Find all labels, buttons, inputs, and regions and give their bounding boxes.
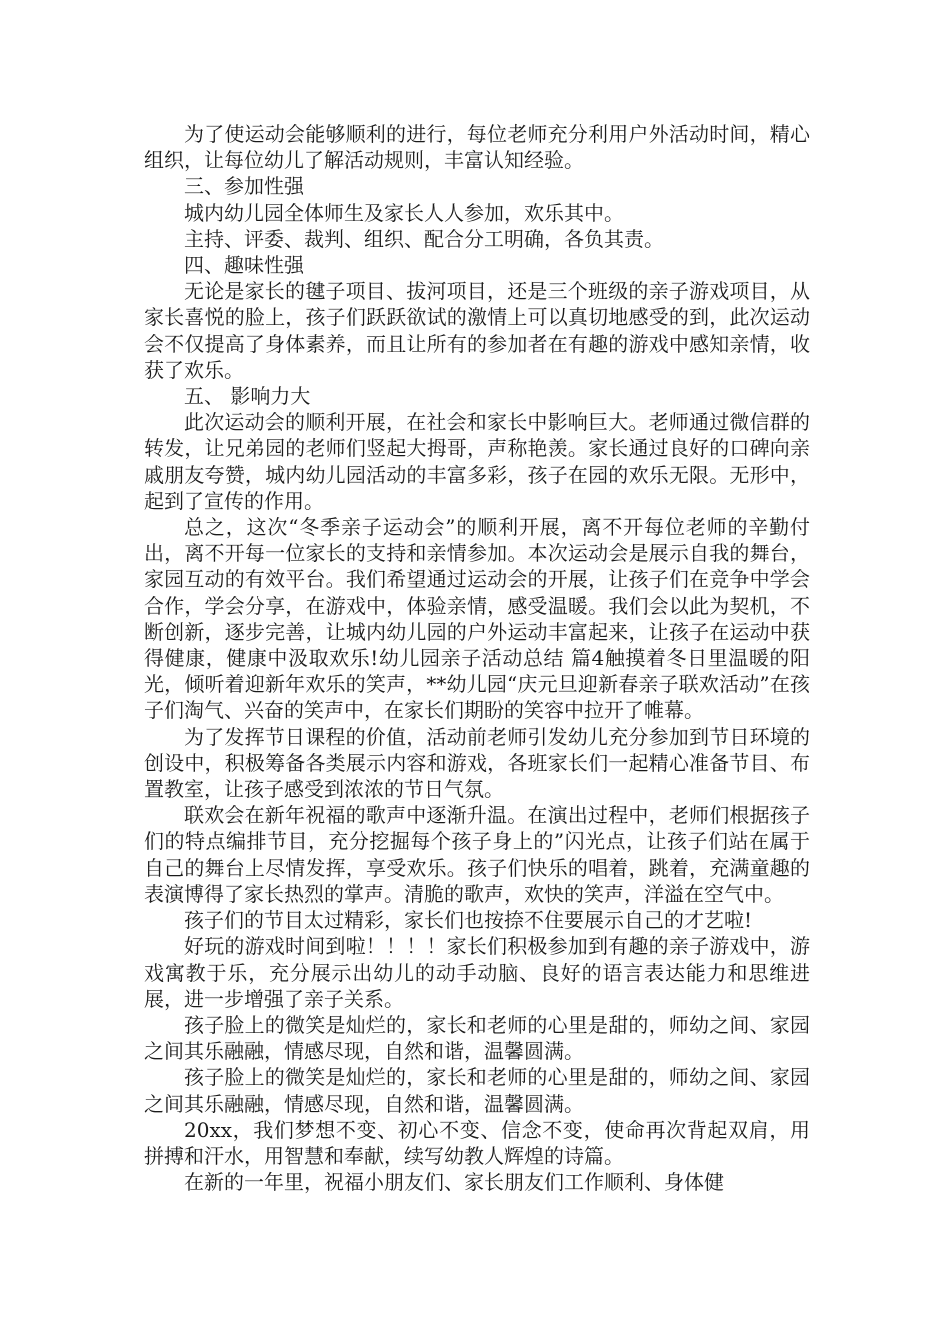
paragraph-party-performance: 联欢会在新年祝福的歌声中逐渐升温。在演出过程中，老师们根据孩子们的特点编排节目，充分挖掘每个孩子身上的”闪光点，让孩子们站在属于自己的舞台上尽情发挥，享受欢乐。孩子们快乐的唱着，跳着，充满童趣的表演博得了家长热烈的掌声。清脆的歌声，欢快的笑声，洋溢在空气中。 [144,803,810,906]
paragraph-game-time: 好玩的游戏时间到啦！！！！家长们积极参加到有趣的亲子游戏中，游戏寓教于乐，充分展示出幼儿的动手动脑、良好的语言表达能力和思维进展，进一步增强了亲子关系。 [144,934,810,1011]
heading-fun: 四、趣味性强 [184,253,304,278]
paragraph-mission: 20xx，我们梦想不变、初心不变、信念不变，使命再次背起双肩，用拼搏和汗水，用智慧和奉献，续写幼教人辉煌的诗篇。 [144,1117,810,1168]
paragraph-sports-preparation: 为了使运动会能够顺利的进行，每位老师充分利用户外活动时间，精心组织，让每位幼儿了解活动规则，丰富认知经验。 [144,122,810,173]
paragraph-influence: 此次运动会的顺利开展，在社会和家长中影响巨大。老师通过微信群的转发，让兄弟园的老师们竖起大拇哥，声称艳羡。家长通过良好的口碑向亲戚朋友夸赞，城内幼儿园活动的丰富多彩，孩子在园的欢乐无限。无形中，起到了宣传的作用。 [144,410,810,513]
paragraph-holiday-course: 为了发挥节日课程的价值，活动前老师引发幼儿充分参加到节日环境的创设中，积极筹备各类展示内容和游戏，各班家长们一起精心准备节目、布置教室，让孩子感受到浓浓的节日气氛。 [144,724,810,802]
paragraph-summary-and-new-year: 总之，这次“冬季亲子运动会”的顺利开展，离不开每位老师的辛勤付出，离不开每一位家长的支持和亲情参加。本次运动会是展示自我的舞台，家园互动的有效平台。我们希望通过运动会的开展，让孩子们在竞争中学会合作，学会分享，在游戏中，体验亲情，感受温暖。我们会以此为契机，不断创新，逐步完善，让城内幼儿园的户外运动丰富起来，让孩子在运动中获得健康，健康中汲取欢乐!幼儿园亲子活动总结 篇4触摸着冬日里温暖的阳光，倾听着迎新年欢乐的笑声，**幼儿园“庆元旦迎新春亲子联欢活动”在孩子们淘气、兴奋的笑声中，在家长们期盼的笑容中拉开了帷幕。 [144,515,810,723]
paragraph-smiles-2: 孩子脸上的微笑是灿烂的，家长和老师的心里是甜的，师幼之间、家园之间其乐融融，情感尽现，自然和谐，温馨圆满。 [144,1065,810,1116]
paragraph-fun-games: 无论是家长的毽子项目、拔河项目，还是三个班级的亲子游戏项目，从家长喜悦的脸上，孩子们跃跃欲试的激情上可以真切地感受的到，此次运动会不仅提高了身体素养，而且让所有的参加者在有趣的游戏中感知亲情，收获了欢乐。 [144,279,810,382]
paragraph-division-of-labor: 主持、评委、裁判、组织、配合分工明确，各负其责。 [184,226,664,251]
paragraph-everyone-participates: 城内幼儿园全体师生及家长人人参加，欢乐其中。 [184,200,624,225]
paragraph-smiles-1: 孩子脸上的微笑是灿烂的，家长和老师的心里是甜的，师幼之间、家园之间其乐融融，情感尽现，自然和谐，温馨圆满。 [144,1012,810,1064]
heading-influence: 五、 影响力大 [184,384,311,409]
document-body [144,121,810,1195]
paragraph-parent-talent: 孩子们的节目太过精彩，家长们也按捺不住要展示自己的才艺啦! [184,908,753,933]
paragraph-new-year-wishes: 在新的一年里，祝福小朋友们、家长朋友们工作顺利、身体健 [184,1170,724,1195]
heading-participation: 三、参加性强 [184,174,304,199]
